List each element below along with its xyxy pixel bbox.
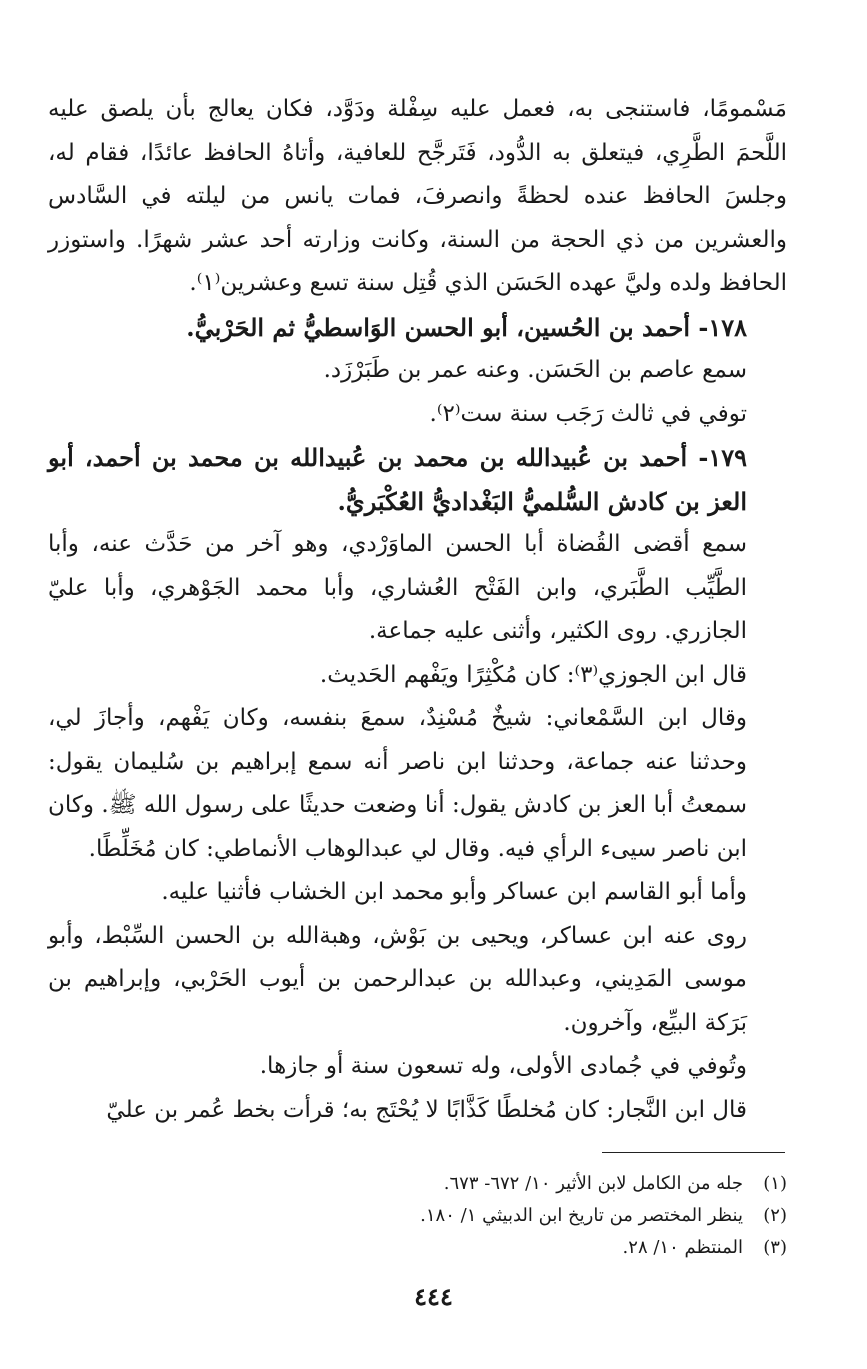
paragraph: قال ابن النَّجار: كان مُخلطًا كَذَّابًا لا يُحْتَج به؛ قرأت بخط عُمر بن عليّ bbox=[106, 1096, 747, 1123]
footnote-text: جله من الكامل لابن الأثير ١٠/ ٦٧٢- ٦٧٣. bbox=[443, 1173, 743, 1194]
paragraph: توفي في ثالث رَجَب سنة ست⁽٢⁾. bbox=[429, 400, 747, 427]
footnote-item bbox=[80, 1168, 787, 1200]
page-number: ٤٤٤ bbox=[414, 1282, 453, 1311]
paragraph: روى عنه ابن عساكر، ويحيى بن بَوْش، وهبةالله بن الحسن السِّبْط، وأبو موسى المَدِيني، وعبدالله بن عبدالرحمن بن أيوب الحَرْبي، وإبراهيم بن بَرَكة البيِّع، وآخرون. bbox=[48, 922, 747, 1036]
footnote-text: ينظر المختصر من تاريخ ابن الدبيثي ١/ ١٨٠. bbox=[420, 1205, 743, 1226]
footnote-separator bbox=[602, 1152, 785, 1153]
footnote-number: (١) bbox=[763, 1173, 787, 1194]
footnote-item bbox=[80, 1232, 787, 1264]
paragraph-continuation: مَسْمومًا، فاستنجى به، فعمل عليه سِفْلة ودَوَّد، فكان يعالج بأن يلصق عليه اللَّحمَ الطَّرِي، فيتعلق به الدُّود، فَتَرجَّح للعافية، وأتاهُ الحافظ عائدًا، فقام له، وجلسَ الحافظ عنده لحظةً وانصرفَ، فمات يانس من ليلته في السَّادس والعشرين من ذي الحجة من السنة، وكانت وزارته أحد عشر شهرًا. واستوزر الحافظ ولده وليَّ عهده الحَسَن الذي قُتِل سنة تسع وعشرين⁽١⁾. bbox=[48, 96, 787, 296]
entry-heading-178: ١٧٨- أحمد بن الحُسين، أبو الحسن الوَاسطيُّ ثم الحَرْبيُّ. bbox=[186, 312, 747, 342]
footnote-number: (٣) bbox=[763, 1237, 787, 1258]
footnotes bbox=[80, 1168, 787, 1264]
paragraph: سمع أقضى القُضاة أبا الحسن الماوَرْدي، وهو آخر من حَدَّث عنه، وأبا الطَّيِّب الطَّبَري، وابن الفَتْح العُشاري، وأبا محمد الجَوْهري، وأبا عليّ الجازري. روى الكثير، وأثنى عليه جماعة. bbox=[48, 531, 747, 644]
paragraph: سمع عاصم بن الحَسَن. وعنه عمر بن طَبَرْزَد. bbox=[323, 357, 747, 383]
paragraph: وتُوفي في جُمادى الأولى، وله تسعون سنة أو جازها. bbox=[259, 1053, 747, 1079]
footnote-item bbox=[80, 1200, 787, 1232]
paragraph: وأما أبو القاسم ابن عساكر وأبو محمد ابن الخشاب فأثنيا عليه. bbox=[161, 879, 747, 905]
footnote-number: (٢) bbox=[763, 1205, 787, 1226]
paragraph: قال ابن الجوزي⁽٣⁾: كان مُكْثِرًا ويَفْهم الحَديث. bbox=[319, 661, 747, 688]
paragraph: وقال ابن السَّمْعاني: شيخٌ مُسْنِدٌ، سمعَ بنفسه، وكان يَفْهم، وأجازَ لي، وحدثنا عنه جماعة، وحدثنا ابن ناصر أنه سمع إبراهيم بن سُليمان يقول: سمعتُ أبا العز بن كادش يقول: أنا وضعت حديثًا على رسول الله ﷺ. وكان ابن ناصر سيىء الرأي فيه. وقال لي عبدالوهاب الأنماطي: كان مُخَلِّطًا. bbox=[48, 705, 747, 862]
main-text bbox=[48, 88, 787, 1132]
entry-heading-179: ١٧٩- أحمد بن عُبيدالله بن محمد بن عُبيدالله بن محمد بن أحمد، أبو العز بن كادش السُّلميُّ البَغْداديُّ العُكْبَريُّ. bbox=[48, 443, 747, 516]
footnote-text: المنتظم ١٠/ ٢٨. bbox=[622, 1237, 743, 1258]
